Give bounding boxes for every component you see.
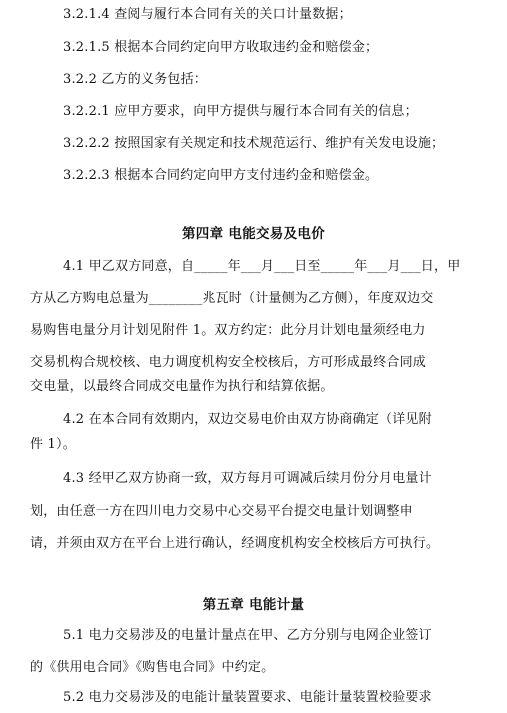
clause-4-1-line-5: 交电量，以最终合同成交电量作为执行和结算依据。 <box>30 379 334 394</box>
clause-4-3-line-3: 请，并须由双方在平台上进行确认，经调度机构安全校核后方可执行。 <box>30 536 440 551</box>
clause-5-2-line-1: 5.2 电力交易涉及的电能计量装置要求、电能计量装置校验要求 <box>63 690 432 705</box>
clause-3-2-2-1: 3.2.2.1 应甲方要求，向甲方提供与履行本合同有关的信息； <box>63 104 418 119</box>
clause-4-3-line-1: 4.3 经甲乙双方协商一致，双方每月可调减后续月份分月电量计 <box>63 471 432 486</box>
clause-4-1-line-2: 方从乙方购电总量为________兆瓦时（计量侧为乙方侧），年度双边交 <box>30 291 434 306</box>
clause-5-1-line-1: 5.1 电力交易涉及的电量计量点在甲、乙方分别与电网企业签订 <box>63 628 432 643</box>
clause-4-2-line-2: 件 1）。 <box>30 437 76 452</box>
chapter-5-heading: 第五章 电能计量 <box>202 597 305 613</box>
clause-4-3-line-2: 划，由任意一方在四川电力交易中心交易平台提交电量计划调整申 <box>30 504 413 519</box>
clause-4-2-line-1: 4.2 在本合同有效期内，双边交易电价由双方协商确定（详见附 <box>63 412 432 427</box>
clause-3-2-2-3: 3.2.2.3 根据本合同约定向甲方支付违约金和赔偿金。 <box>63 168 379 183</box>
clause-3-2-1-4: 3.2.1.4 查阅与履行本合同有关的关口计量数据； <box>63 7 352 22</box>
clause-4-1-line-4: 交易机构合规校核、电力调度机构安全校核后，方可形成最终合同成 <box>30 355 427 370</box>
clause-4-1-line-1: 4.1 甲乙双方同意，自_____年___月___日至_____年___月___日，甲 <box>63 259 461 274</box>
clause-4-1-line-3: 易购售电量分月计划见附件 1。双方约定：此分月计划电量须经电力 <box>30 323 426 338</box>
clause-3-2-2-2: 3.2.2.2 按照国家有关规定和技术规范运行、维护有关发电设施； <box>63 136 445 151</box>
clause-5-1-line-2: 的《供用电合同》《购售电合同》中约定。 <box>30 660 275 675</box>
clause-3-2-2: 3.2.2 乙方的义务包括： <box>63 72 208 87</box>
clause-3-2-1-5: 3.2.1.5 根据本合同约定向甲方收取违约金和赔偿金； <box>63 40 379 55</box>
chapter-4-heading: 第四章 电能交易及电价 <box>182 226 325 242</box>
